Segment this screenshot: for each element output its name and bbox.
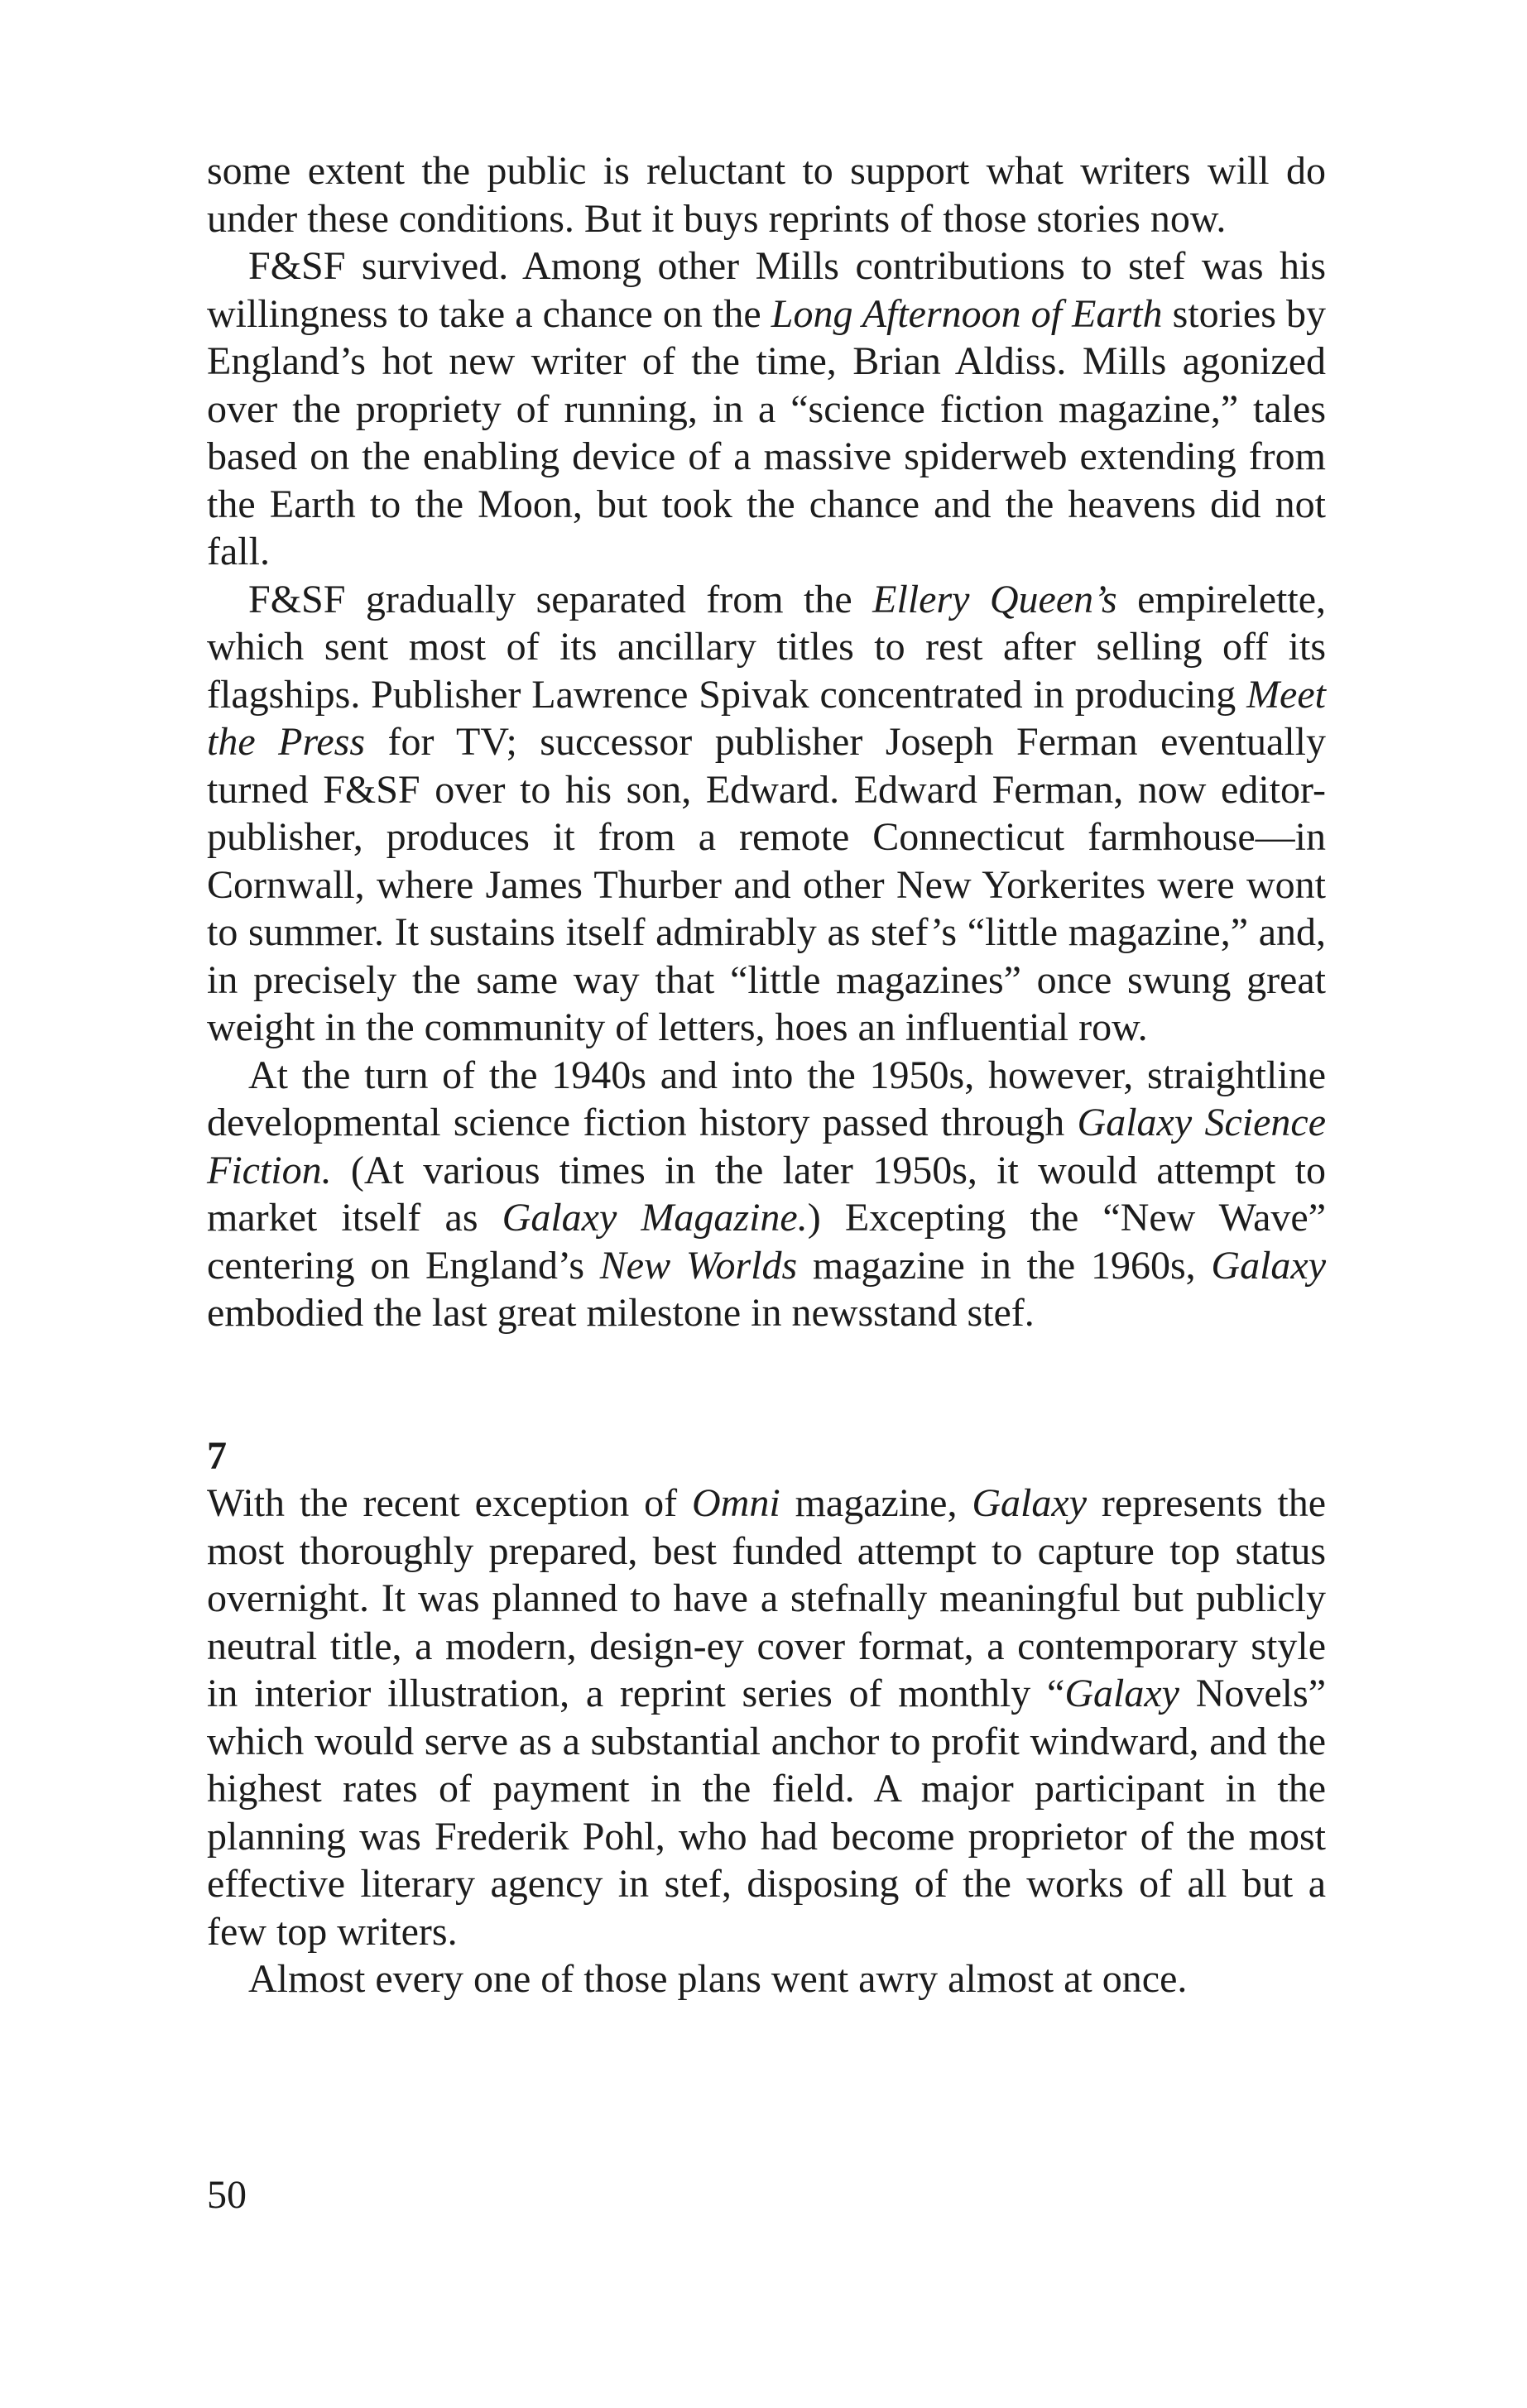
italic-title: Omni	[692, 1481, 780, 1525]
text-run: With the recent exception of	[207, 1481, 693, 1525]
italic-title: New Worlds	[599, 1243, 798, 1288]
page-number: 50	[207, 2173, 247, 2217]
italic-title: Galaxy	[1064, 1672, 1179, 1715]
paragraph	[207, 147, 1326, 242]
text-run: Novels” which would serve as a substantial anchor to profit windward, and the highest rates of payment in the field. A major participant in the planning was Frederik Pohl, who had become proprietor of the most effective literary agency in stef, disposing of the works of all but a few top writers.	[207, 1672, 1326, 1954]
italic-title: Ellery Queen’s	[872, 577, 1117, 621]
text-run: empirelette, which sent most of its ancillary titles to rest after selling off its flagships. Publisher Lawrence Spivak concentrated in producing	[207, 577, 1326, 717]
paragraph	[207, 242, 1326, 576]
italic-title: Galaxy Magazine.	[502, 1196, 808, 1240]
text-run: represents the most thoroughly prepared, best funded attempt to capture top status overnight. It was planned to have a stefnally meaningful but publicly neutral title, a modern, design-ey cover format, a contemporary style in interior illustration, a reprint series of monthly “	[207, 1481, 1327, 1715]
italic-title: Galaxy	[972, 1481, 1087, 1525]
paragraph	[207, 1480, 1326, 1955]
paragraph	[207, 576, 1326, 1052]
text-run: embodied the last great milestone in newsstand stef.	[207, 1291, 1035, 1335]
text-run: for TV; successor publisher Joseph Ferman eventually turned F&SF over to his son, Edward. Edward Ferman, now editor-publisher, produces it from a remote Connecticut farmhouse—in Cornwall, where James Thurber and other New Yorkerites were wont to summer. It sustains itself admirably as stef’s “little magazine,” and, in precisely the same way that “little magazines” once swung great weight in the community of letters, hoes an influential row.	[207, 720, 1326, 1049]
paragraph	[207, 1052, 1326, 1337]
text-run: magazine in the 1960s,	[797, 1243, 1212, 1288]
paragraphs-bottom	[207, 1480, 1326, 2003]
text-run: F&SF survived. Among other Mills contributions to stef was his willingness to take a chance on the	[207, 244, 1326, 336]
italic-title: Galaxy	[1211, 1243, 1327, 1288]
italic-title: Galaxy Science Fiction.	[207, 1101, 1326, 1192]
text-run: At the turn of the 1940s and into the 1950s, however, straightline developmental science fiction history passed through	[207, 1053, 1326, 1144]
page-body	[207, 147, 1326, 2003]
text-run: F&SF gradually separated from the	[248, 577, 873, 621]
paragraphs-top	[207, 147, 1326, 1337]
section-number: 7	[207, 1433, 227, 1478]
italic-title: Long Afternoon of Earth	[771, 291, 1163, 336]
italic-title: Meet the Press	[207, 672, 1326, 764]
text-run: magazine,	[780, 1481, 972, 1525]
text-run: Almost every one of those plans went awry almost at once.	[248, 1957, 1188, 2001]
paragraph	[207, 1955, 1326, 2003]
text-run: ) Excepting the “New Wave” centering on England’s	[207, 1196, 1326, 1288]
text-run: (At various times in the later 1950s, it would attempt to market itself as	[207, 1148, 1326, 1240]
text-run: stories by England’s hot new writer of the time, Brian Aldiss. Mills agonized over the propriety of running, in a “science fiction magazine,” tales based on the enabling device of a massive spiderweb extending from the Earth to the Moon, but took the chance and the heavens did not fall.	[207, 291, 1326, 573]
text-run: some extent the public is reluctant to support what writers will do under these conditions. But it buys reprints of those stories now.	[207, 149, 1326, 241]
